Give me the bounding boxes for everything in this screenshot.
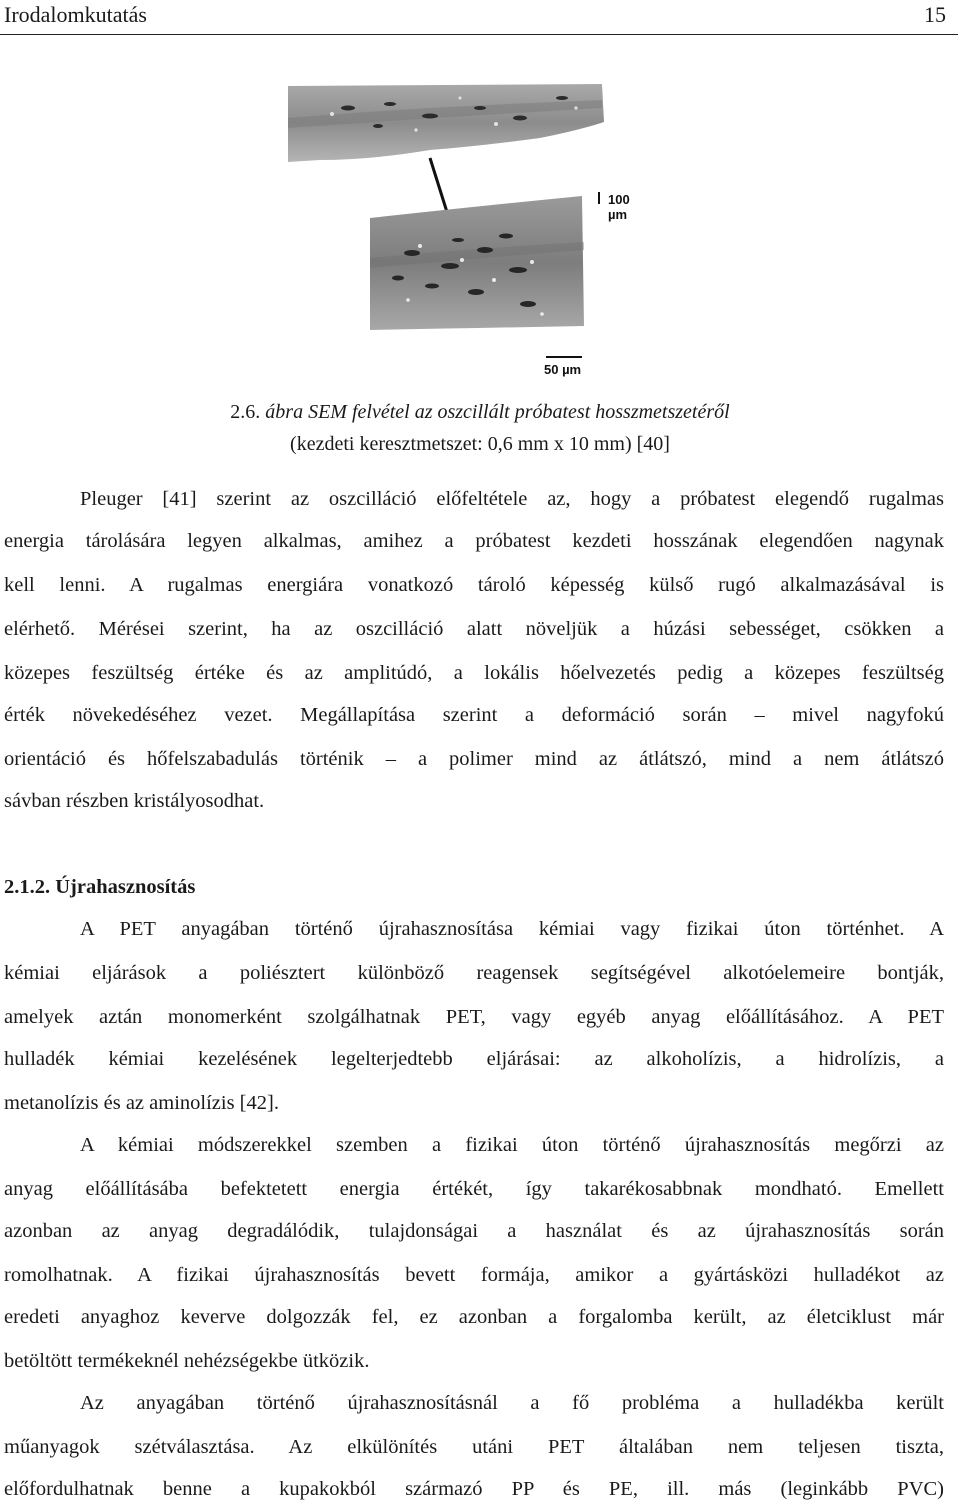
scale-label-100um: 100 µm: [608, 192, 630, 222]
text-line: orientáció és hőfelszabadulás történik – a polimer mind az átlátszó, mind a nem átlátszó: [4, 748, 944, 770]
text-line: kémiai eljárások a poliésztert különböző reagensek segítségével alkotóelemeire bontják,: [4, 962, 944, 984]
sem-micrograph-image: [280, 78, 620, 388]
text-line: eredeti anyaghoz keverve dolgozzák fel, ez azonban a forgalomba került, az életciklust már: [4, 1306, 944, 1328]
text-line: előfordulhatnak benne a kupakokból származó PP és PE, ill. más (leginkább PVC): [4, 1478, 944, 1500]
text-line: romolhatnak. A fizikai újrahasznosítás bevett formája, amikor a gyártásközi hulladékot az: [4, 1264, 944, 1286]
text-line: azonban az anyag degradálódik, tulajdonságai a használat és az újrahasznosítás során: [4, 1220, 944, 1242]
section-heading: 2.1.2. Újrahasznosítás: [4, 876, 196, 898]
text-line: A PET anyagában történő újrahasznosítása kémiai vagy fizikai úton történhet. A: [80, 918, 944, 940]
text-line: Az anyagában történő újrahasznosításnál a fő probléma a hulladékba került: [80, 1392, 944, 1414]
text-line: érték növekedéséhez vezet. Megállapítása szerint a deformáció során – mivel nagyfokú: [4, 704, 944, 726]
caption-title: ábra SEM felvétel az oszcillált próbatest hosszmetszetéről: [265, 401, 730, 423]
figure-caption-line2: (kezdeti keresztmetszet: 0,6 mm x 10 mm) [40]: [290, 433, 670, 455]
page-header: [0, 0, 960, 38]
caption-number: 2.6.: [230, 401, 261, 423]
figure-caption-line1: [0, 400, 960, 424]
text-line: közepes feszültség értéke és az amplitúdó, a lokális hőelvezetés pedig a közepes feszültség: [4, 662, 944, 684]
text-line: sávban részben kristályosodhat.: [4, 790, 265, 812]
text-line: műanyagok szétválasztása. Az elkülönítés utáni PET általában nem teljesen tiszta,: [4, 1436, 944, 1458]
page-number: 15: [924, 2, 946, 27]
header-rule: [0, 34, 958, 35]
sem-figure: [280, 78, 630, 388]
text-line: hulladék kémiai kezelésének legelterjedtebb eljárásai: az alkoholízis, a hidrolízis, a: [4, 1048, 944, 1070]
text-line: amelyek aztán monomerként szolgálhatnak PET, vagy egyéb anyag előállításához. A PET: [4, 1006, 944, 1028]
text-line: energia tárolására legyen alkalmas, amihez a próbatest kezdeti hosszának elegendően nagynak: [4, 530, 944, 552]
text-line: anyag előállításába befektetett energia értékét, így takarékosabbnak mondható. Emellett: [4, 1178, 944, 1200]
text-line: metanolízis és az aminolízis [42].: [4, 1092, 279, 1114]
text-line: Pleuger [41] szerint az oszcilláció előfeltétele az, hogy a próbatest elegendő rugalmas: [80, 488, 944, 510]
text-line: betöltött termékeknél nehézségekbe ütközik.: [4, 1350, 370, 1372]
text-line: elérhető. Mérései szerint, ha az oszcilláció alatt növeljük a húzási sebességet, csökken a: [4, 618, 944, 640]
scale-label-50um: 50 µm: [544, 362, 582, 377]
text-line: A kémiai módszerekkel szemben a fizikai úton történő újrahasznosítás megőrzi az: [80, 1134, 944, 1156]
running-title: Irodalomkutatás: [4, 2, 147, 27]
text-line: kell lenni. A rugalmas energiára vonatkozó tároló képesség külső rugó alkalmazásával is: [4, 574, 944, 596]
